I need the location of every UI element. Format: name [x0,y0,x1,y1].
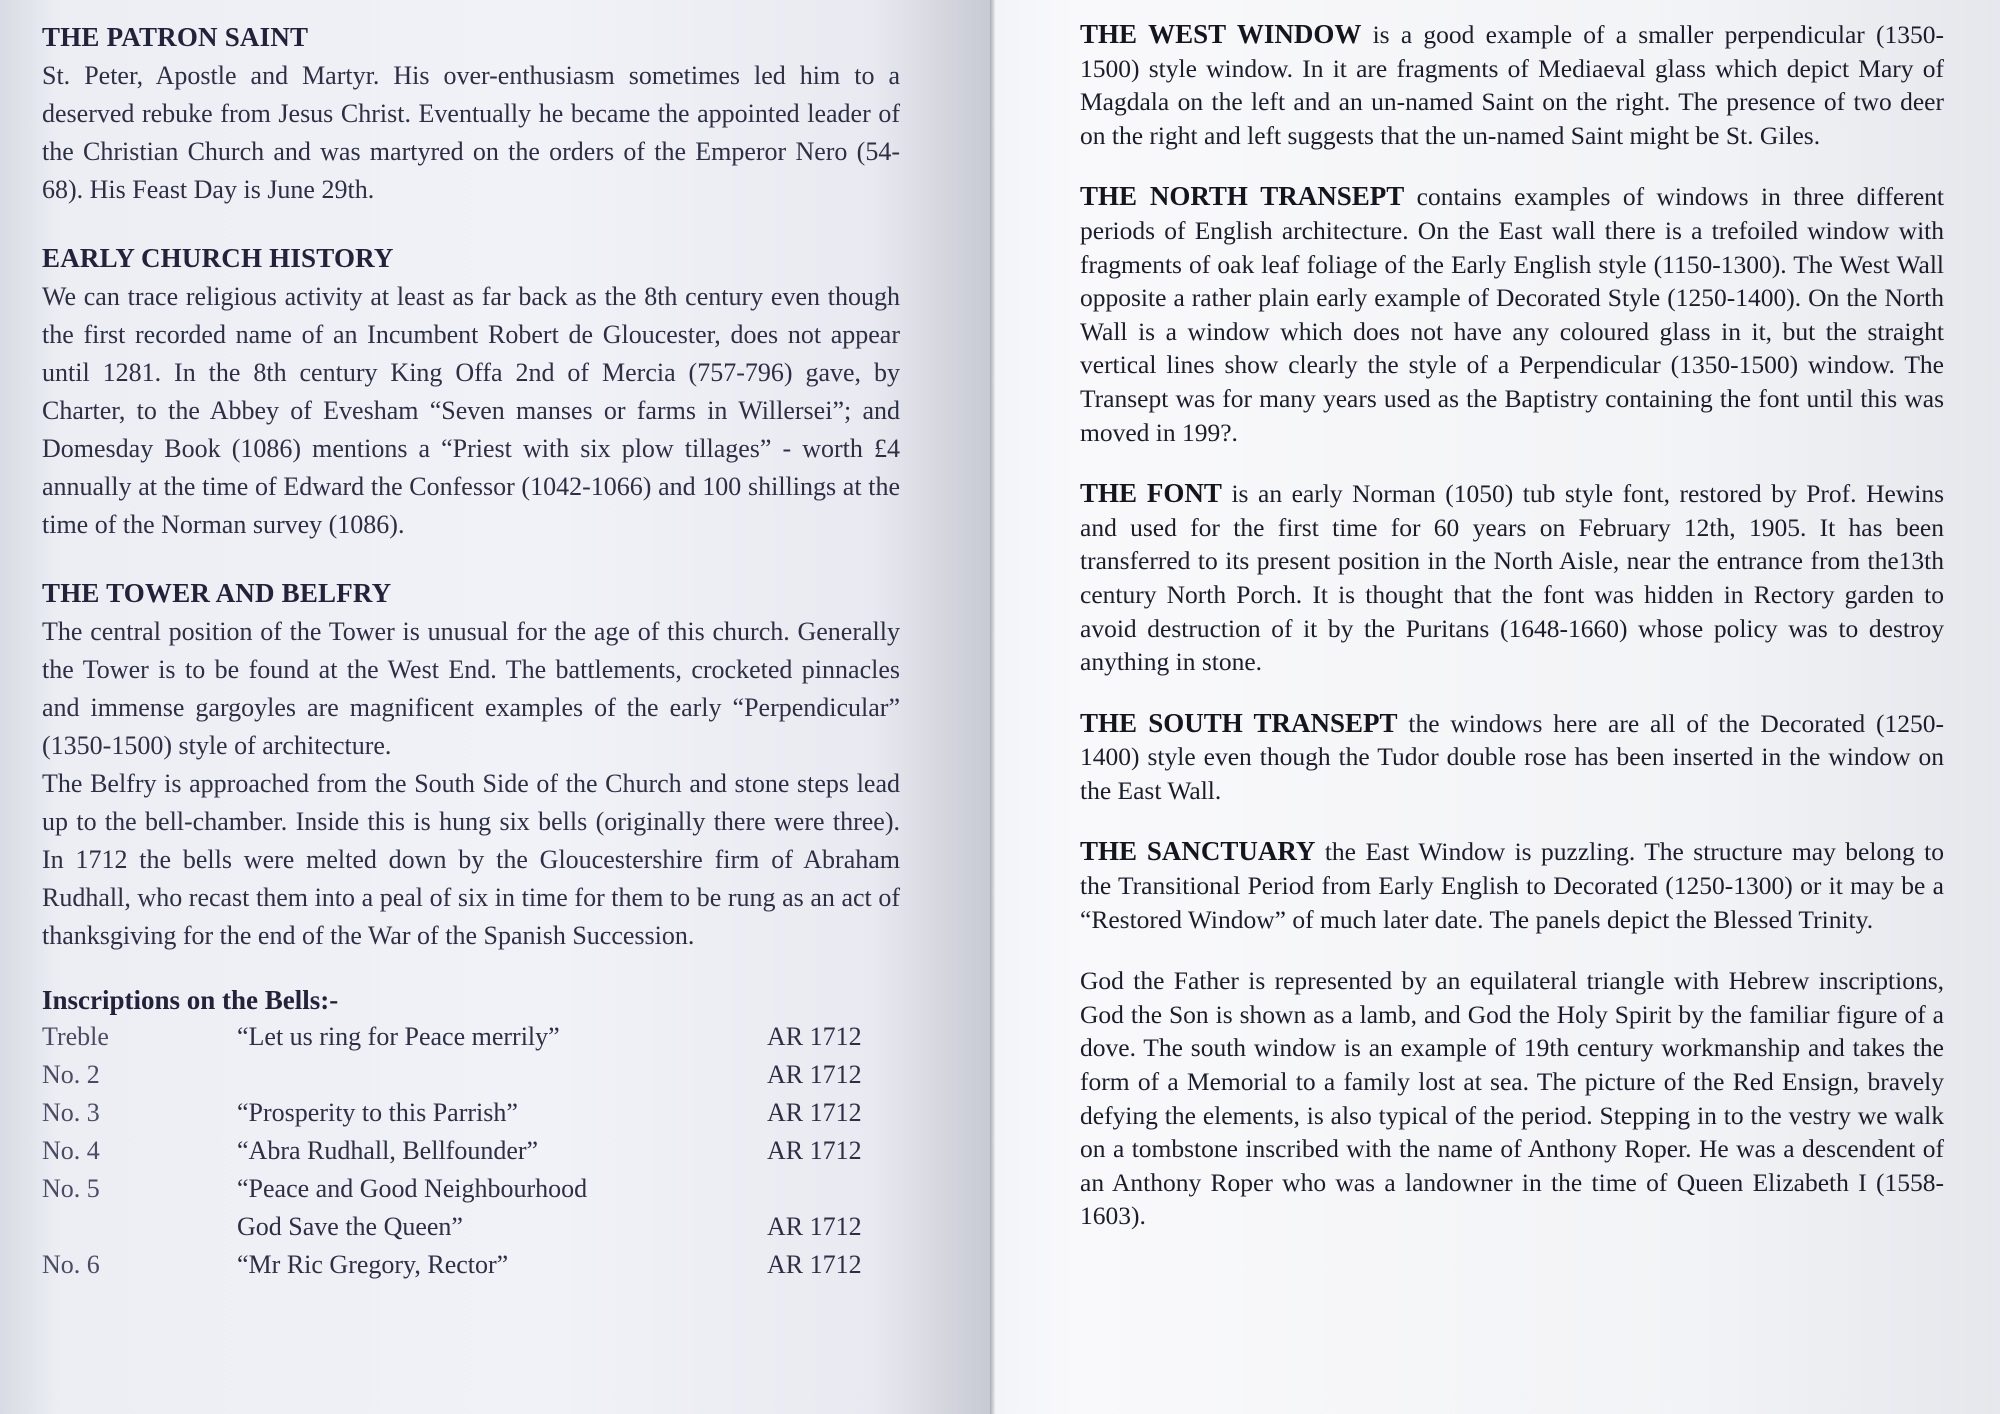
early-history-text: We can trace religious activity at least as far back as the 8th century even though the first recorded name of an Incumbent Robert de Gloucester, does not appear until 1281. In the 8th century King Offa 2nd of Mercia (757-796) gave, by Charter, to the Abbey of Evesham “Seven manses or farms in Willersei”; and Domesday Book (1086) mentions a “Priest with six plow tillages” - worth £4 annually at the time of Edward the Confessor (1042-1066) and 100 shillings at the time of the Norman survey (1086). [42,282,900,539]
font-text: is an early Norman (1050) tub style font, restored by Prof. Hewins and used for the first time for 60 years on February 12th, 1905. It has been transferred to its present position in the North Aisle, near the entrance from the13th century North Porch. It is thought that the font was hidden in Rectory garden to avoid destruction of it by the Puritans (1648-1660) whose policy was to destroy anything in stone. [1080,479,1944,677]
west-window-text: is a good example of a smaller perpendicular (1350-1500) style window. In it are fragments of Mediaeval glass which depict Mary of Magdala on the left and an un-named Saint on the right. The presence of two deer on the right and left suggests that the un-named Saint might be St. Giles. [1080,20,1944,150]
bell-number: No. 3 [42,1098,100,1127]
section-patron-saint [42,22,900,209]
bell-inscription [237,1056,767,1094]
bell-date: AR 1712 [767,1022,862,1051]
section-south-transept [1080,707,1944,808]
patron-saint-text: St. Peter, Apostle and Martyr. His over-enthusiasm sometimes led him to a deserved rebuke from Jesus Christ. Eventually he became the appointed leader of the Christian Church and was martyred on the orders of the Emperor Nero (54-68). His Feast Day is June 29th. [42,61,900,204]
trinity-paragraph: God the Father is represented by an equilateral triangle with Hebrew inscriptions, God the Son is shown as a lamb, and God the Holy Spirit by the familiar figure of a dove. The south window is an example of 19th century workmanship and takes the form of a Memorial to a family lost at sea. The picture of the Red Ensign, bravely defying the elements, is also typical of the period. Stepping in to the vestry we walk on a tombstone inscribed with the name of Anthony Roper. He was a descendent of an Anthony Roper who was a landowner in the time of Queen Elizabeth I (1558-1603). [1080,966,1944,1231]
bell-inscription: “Let us ring for Peace merrily” [237,1022,560,1051]
section-early-church-history [42,243,900,544]
inscriptions-title: Inscriptions on the Bells:- [42,985,339,1015]
bell-row [42,1246,900,1284]
bell-date: AR 1712 [767,1098,862,1127]
bell-inscriptions [42,985,900,1284]
bell-inscription: “Prosperity to this Parrish” [237,1098,518,1127]
bell-row [42,1056,900,1094]
bell-row [42,1132,900,1170]
section-north-transept [1080,180,1944,449]
sanctuary-text: the East Window is puzzling. The structure may belong to the Transitional Period from Early English to Decorated (1250-1300) or it may be a “Restored Window” of much later date. The panels depict the Blessed Trinity. [1080,837,1944,934]
sanctuary-heading: THE SANCTUARY [1080,836,1316,867]
bell-date: AR 1712 [767,1060,862,1089]
section-sanctuary [1080,835,1944,936]
right-page [996,0,2000,1414]
tower-belfry-heading: THE TOWER AND BELFRY [42,578,392,608]
south-transept-heading: THE SOUTH TRANSEPT [1080,707,1398,738]
bell-number: Treble [42,1022,109,1051]
left-page [0,0,990,1414]
bell-inscription: “Abra Rudhall, Bellfounder” [237,1136,539,1165]
bell-inscription: “Peace and Good Neighbourhood God Save the Queen” [237,1174,588,1241]
north-transept-text: contains examples of windows in three different periods of English architecture. On the East wall there is a trefoiled window with fragments of oak leaf foliage of the Early English style (1150-1300). The West Wall opposite a rather plain early example of Decorated Style (1250-1400). On the North Wall is a window which does not have any coloured glass in it, but the straight vertical lines show clearly the style of a Perpendicular (1350-1500) window. The Transept was for many years used as the Baptistry containing the font until this was moved in 199?. [1080,182,1945,447]
section-font [1080,477,1944,679]
bell-number: No. 2 [42,1060,100,1089]
bell-date: AR 1712 [767,1136,862,1165]
bell-number: No. 4 [42,1136,100,1165]
west-window-heading: THE WEST WINDOW [1080,19,1362,49]
south-transept-text: the windows here are all of the Decorated (1250-1400) style even though the Tudor double rose has been inserted in the window on the East Wall. [1080,708,1944,805]
tower-text: The central position of the Tower is unusual for the age of this church. Generally the Tower is to be found at the West End. The battlements, crocketed pinnacles and immense gargoyles are magnificent examples of the early “Perpendicular” (1350-1500) style of architecture. [42,617,900,760]
section-tower-belfry [42,578,900,955]
bell-row [42,1018,900,1056]
bell-number: No. 6 [42,1250,100,1279]
early-history-heading: EARLY CHURCH HISTORY [42,243,394,273]
patron-saint-heading: THE PATRON SAINT [42,22,309,52]
bell-row [42,1094,900,1132]
section-west-window [1080,18,1944,152]
bell-date: AR 1712 [767,1250,862,1279]
bell-row [42,1170,900,1246]
bell-number: No. 5 [42,1174,100,1203]
font-heading: THE FONT [1080,478,1222,509]
bell-inscription: “Mr Ric Gregory, Rector” [237,1250,509,1279]
north-transept-heading: THE NORTH TRANSEPT [1080,181,1405,212]
belfry-text: The Belfry is approached from the South Side of the Church and stone steps lead up to the bell-chamber. Inside this is hung six bells (originally there were three). In 1712 the bells were melted down by the Gloucestershire firm of Abraham Rudhall, who recast them into a peal of six in time for them to be rung as an act of thanksgiving for the end of the War of the Spanish Succession. [42,769,900,950]
bell-date: AR 1712 [767,1212,862,1241]
